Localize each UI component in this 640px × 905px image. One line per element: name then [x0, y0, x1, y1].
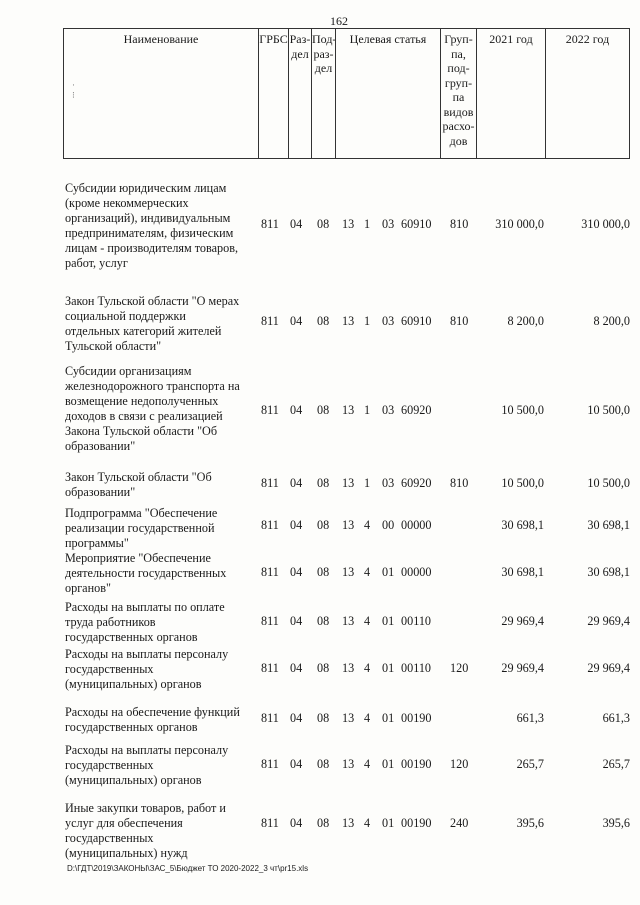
row-t1: 13: [342, 314, 355, 328]
row-name: Подпрограмма "Обеспечение реализации государственной программы": [65, 506, 218, 550]
row-grbs: 811: [261, 403, 279, 417]
row-t1: 13: [342, 403, 355, 417]
row-t3: 01: [382, 565, 395, 579]
row-razdel: 04: [290, 816, 303, 830]
row-podrazdel: 08: [317, 711, 330, 725]
row-group: 120: [450, 757, 469, 771]
row-podrazdel: 08: [317, 614, 330, 628]
header-group: Груп- па, под- груп- па видов расхо- дов: [440, 28, 476, 159]
row-name: Субсидии организациям железнодорожного транспорта на возмещение недополученных доходов в связи с реализацией Закона Тульской области "Об образовании": [65, 364, 240, 453]
row-name: Расходы на обеспечение функций государственных органов: [65, 705, 240, 734]
row-t1: 13: [342, 614, 355, 628]
row-grbs: 811: [261, 217, 279, 231]
row-t3: 01: [382, 711, 395, 725]
row-grbs: 811: [261, 661, 279, 675]
row-t1: 13: [342, 476, 355, 490]
row-t2: 4: [364, 614, 371, 628]
row-t2: 1: [364, 217, 371, 231]
row-y1: 310 000,0: [495, 217, 544, 231]
row-t3: 03: [382, 476, 395, 490]
row-y2: 395,6: [602, 816, 630, 830]
row-t2: 1: [364, 403, 371, 417]
row-name: Закон Тульской области "О мерах социальной поддержки отдельных категорий жителей Тульской области": [65, 294, 240, 353]
row-t4: 00110: [401, 661, 432, 675]
row-podrazdel: 08: [317, 518, 330, 532]
row-razdel: 04: [290, 565, 303, 579]
header-razdel: Раз- дел: [288, 28, 311, 159]
row-y1: 29 969,4: [501, 661, 544, 675]
row-name: Расходы на выплаты персоналу государственных (муниципальных) органов: [65, 647, 229, 691]
row-razdel: 04: [290, 614, 303, 628]
header-name: Наименование: [63, 28, 258, 159]
row-t4: 60920: [401, 403, 432, 417]
row-podrazdel: 08: [317, 661, 330, 675]
row-podrazdel: 08: [317, 476, 330, 490]
row-grbs: 811: [261, 757, 279, 771]
row-t4: 00190: [401, 711, 432, 725]
row-t1: 13: [342, 518, 355, 532]
row-razdel: 04: [290, 217, 303, 231]
row-y1: 265,7: [516, 757, 544, 771]
row-t2: 4: [364, 661, 371, 675]
row-y1: 395,6: [516, 816, 544, 830]
row-razdel: 04: [290, 757, 303, 771]
row-razdel: 04: [290, 403, 303, 417]
row-y1: 30 698,1: [501, 518, 544, 532]
page-number: 162: [330, 14, 348, 28]
header-grbs: ГРБС: [258, 28, 288, 159]
row-y2: 8 200,0: [593, 314, 630, 328]
row-y2: 265,7: [602, 757, 630, 771]
row-t4: 60920: [401, 476, 432, 490]
row-t2: 4: [364, 518, 371, 532]
row-razdel: 04: [290, 476, 303, 490]
row-t1: 13: [342, 816, 355, 830]
row-t2: 4: [364, 816, 371, 830]
row-t3: 01: [382, 614, 395, 628]
row-t2: 4: [364, 757, 371, 771]
row-t2: 4: [364, 711, 371, 725]
row-name: Закон Тульской области "Об образовании": [65, 470, 212, 499]
header-year-2021: 2021 год: [476, 28, 545, 159]
header-podrazdel: Под- раз- дел: [311, 28, 335, 159]
row-y1: 10 500,0: [501, 476, 544, 490]
row-name: Расходы на выплаты по оплате труда работников государственных органов: [65, 600, 225, 644]
row-t4: 60910: [401, 314, 432, 328]
row-t1: 13: [342, 217, 355, 231]
row-t3: 00: [382, 518, 395, 532]
row-group: 240: [450, 816, 469, 830]
row-razdel: 04: [290, 661, 303, 675]
row-name: Иные закупки товаров, работ и услуг для обеспечения государственных (муниципальных) нужд: [65, 801, 226, 860]
row-t2: 4: [364, 565, 371, 579]
row-grbs: 811: [261, 476, 279, 490]
row-group: 810: [450, 476, 469, 490]
row-y2: 310 000,0: [581, 217, 630, 231]
row-name: Субсидии юридическим лицам (кроме некоммерческих организаций), индивидуальным предпринимателям, физическим лицам - производителям товаров, работ, услуг: [65, 181, 239, 270]
row-y2: 30 698,1: [587, 518, 630, 532]
row-podrazdel: 08: [317, 565, 330, 579]
row-t4: 00000: [401, 518, 432, 532]
row-t4: 00190: [401, 757, 432, 771]
row-y2: 10 500,0: [587, 403, 630, 417]
row-y2: 10 500,0: [587, 476, 630, 490]
row-t4: 60910: [401, 217, 432, 231]
row-group: 120: [450, 661, 469, 675]
row-t4: 00110: [401, 614, 432, 628]
row-podrazdel: 08: [317, 217, 330, 231]
row-grbs: 811: [261, 314, 279, 328]
margin-mark: · ⁝: [72, 80, 75, 100]
row-t1: 13: [342, 661, 355, 675]
row-razdel: 04: [290, 518, 303, 532]
row-t1: 13: [342, 711, 355, 725]
row-y1: 8 200,0: [507, 314, 544, 328]
footer-file-path: D:\ГДТ\2019\ЗАКОНЫ\ЗАС_5\Бюджет ТО 2020-2022_3 чт\pr15.xls: [67, 864, 309, 873]
row-y1: 10 500,0: [501, 403, 544, 417]
row-grbs: 811: [261, 711, 279, 725]
row-y2: 30 698,1: [587, 565, 630, 579]
row-podrazdel: 08: [317, 757, 330, 771]
table-header: [63, 28, 630, 159]
row-group: 810: [450, 314, 469, 328]
row-t3: 01: [382, 816, 395, 830]
row-grbs: 811: [261, 816, 279, 830]
row-t4: 00190: [401, 816, 432, 830]
row-t1: 13: [342, 757, 355, 771]
header-year-2022: 2022 год: [545, 28, 630, 159]
row-t3: 03: [382, 217, 395, 231]
row-group: 810: [450, 217, 469, 231]
row-razdel: 04: [290, 314, 303, 328]
row-t3: 03: [382, 314, 395, 328]
row-t1: 13: [342, 565, 355, 579]
row-t2: 1: [364, 314, 371, 328]
row-t2: 1: [364, 476, 371, 490]
header-target: Целевая статья: [335, 28, 440, 159]
row-y2: 661,3: [602, 711, 630, 725]
row-t3: 01: [382, 661, 395, 675]
row-podrazdel: 08: [317, 314, 330, 328]
row-name: Мероприятие "Обеспечение деятельности государственных органов": [65, 551, 227, 595]
row-t3: 03: [382, 403, 395, 417]
row-grbs: 811: [261, 614, 279, 628]
row-t4: 00000: [401, 565, 432, 579]
row-grbs: 811: [261, 518, 279, 532]
row-grbs: 811: [261, 565, 279, 579]
row-y2: 29 969,4: [587, 661, 630, 675]
row-podrazdel: 08: [317, 403, 330, 417]
row-razdel: 04: [290, 711, 303, 725]
row-y1: 661,3: [516, 711, 544, 725]
row-name: Расходы на выплаты персоналу государственных (муниципальных) органов: [65, 743, 229, 787]
row-y2: 29 969,4: [587, 614, 630, 628]
row-y1: 29 969,4: [501, 614, 544, 628]
row-y1: 30 698,1: [501, 565, 544, 579]
row-podrazdel: 08: [317, 816, 330, 830]
row-t3: 01: [382, 757, 395, 771]
